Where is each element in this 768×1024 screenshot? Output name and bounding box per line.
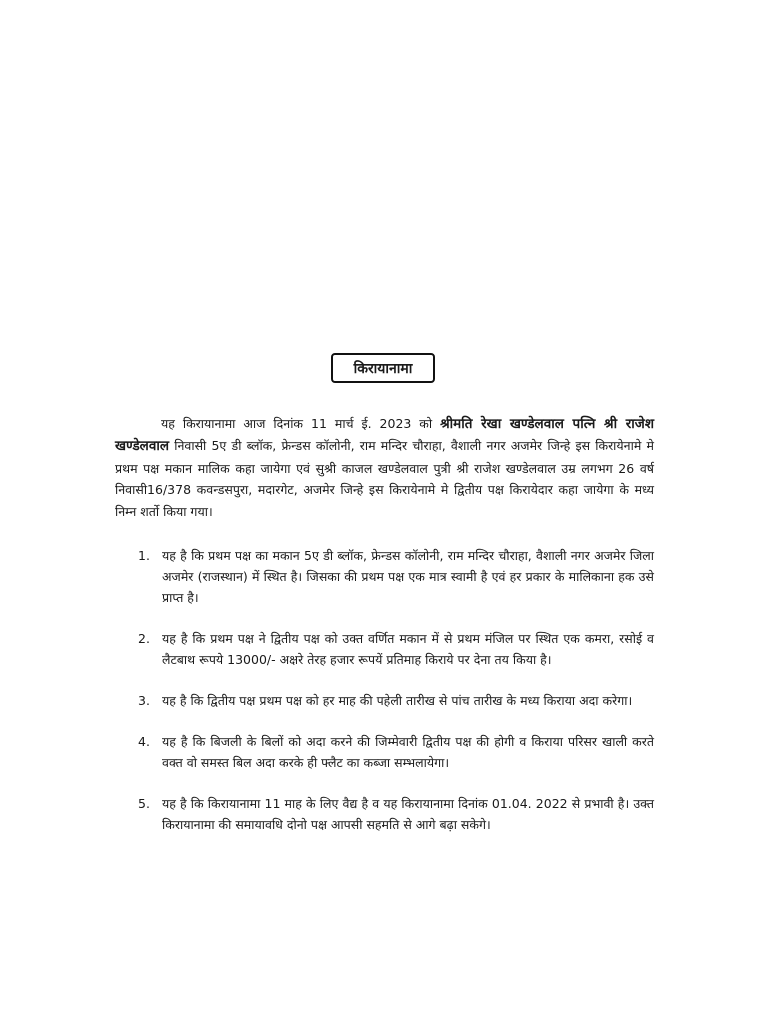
clause-item [138, 731, 654, 773]
intro-text-part1: यह किरायानामा आज दिनांक 11 मार्च ई. 2023 को [161, 415, 433, 431]
clause-item [138, 793, 654, 835]
document-title-box [331, 353, 435, 383]
clause-item [138, 545, 654, 608]
document-title: किरायानामा [353, 360, 413, 377]
clause-number: 1. [138, 548, 150, 563]
intro-party-names: श्रीमति रेखा खण्डेलवाल पत्नि श्री राजेश खण्डेलवाल [115, 415, 654, 454]
clause-number: 5. [138, 796, 150, 811]
clause-item [138, 628, 654, 670]
clause-text: यह है कि किरायानामा 11 माह के लिए वैद्य है व यह किरायानामा दिनांक 01.04. 2022 से प्रभावी है। उक्त किरायानामा की समायावधि दोनो पक्ष आपसी सहमति से आगे बढ़ा सकेगे। [162, 796, 654, 832]
clause-item [138, 690, 654, 711]
intro-text-part2: निवासी 5ए डी ब्लॉक, फ्रेन्डस कॉलोनी, राम मन्दिर चौराहा, वैशाली नगर अजमेर जिन्हे इस किरायेनामे मे प्रथम पक्ष मकान मालिक कहा जायेगा एवं सुश्री काजल खण्डेलवाल पुत्री श्री राजेश खण्डेलवाल उम्र लगभग 26 वर्ष निवासी16/378 कवन्डसपुरा, मदारगेट, अजमेर जिन्हे इस किरायेनामे मे द्वितीय पक्ष किरायेदार कहा जायेगा के मध्य निम्न शर्तो किया गया। [115, 438, 654, 519]
clause-text: यह है कि प्रथम पक्ष ने द्वितीय पक्ष को उक्त वर्णित मकान में से प्रथम मंजिल पर स्थित एक कमरा, रसोई व लैटबाथ रूपये 13000/- अक्षरे तेरह हजार रूपयें प्रतिमाह किराये पर देना तय किया है। [162, 631, 654, 667]
clause-text: यह है कि बिजली के बिलों को अदा करने की जिम्मेवारी द्वितीय पक्ष की होगी व किराया परिसर खाली करते वक्त वो समस्त बिल अदा करके ही फ्लैट का कब्जा सम्भलायेगा। [162, 734, 654, 770]
clause-text: यह है कि प्रथम पक्ष का मकान 5ए डी ब्लॉक, फ्रेन्डस कॉलोनी, राम मन्दिर चौराहा, वैशाली नगर अजमेर जिला अजमेर (राजस्थान) में स्थित है। जिसका की प्रथम पक्ष एक मात्र स्वामी है एवं हर प्रकार के मालिकाना हक उसे प्राप्त है। [162, 548, 654, 605]
intro-paragraph [115, 413, 654, 523]
clauses-list [138, 545, 654, 855]
clause-text: यह है कि द्वितीय पक्ष प्रथम पक्ष को हर माह की पहेली तारीख से पांच तारीख के मध्य किराया अदा करेगा। [162, 693, 633, 708]
clause-number: 4. [138, 734, 150, 749]
clause-number: 3. [138, 693, 150, 708]
clause-number: 2. [138, 631, 150, 646]
